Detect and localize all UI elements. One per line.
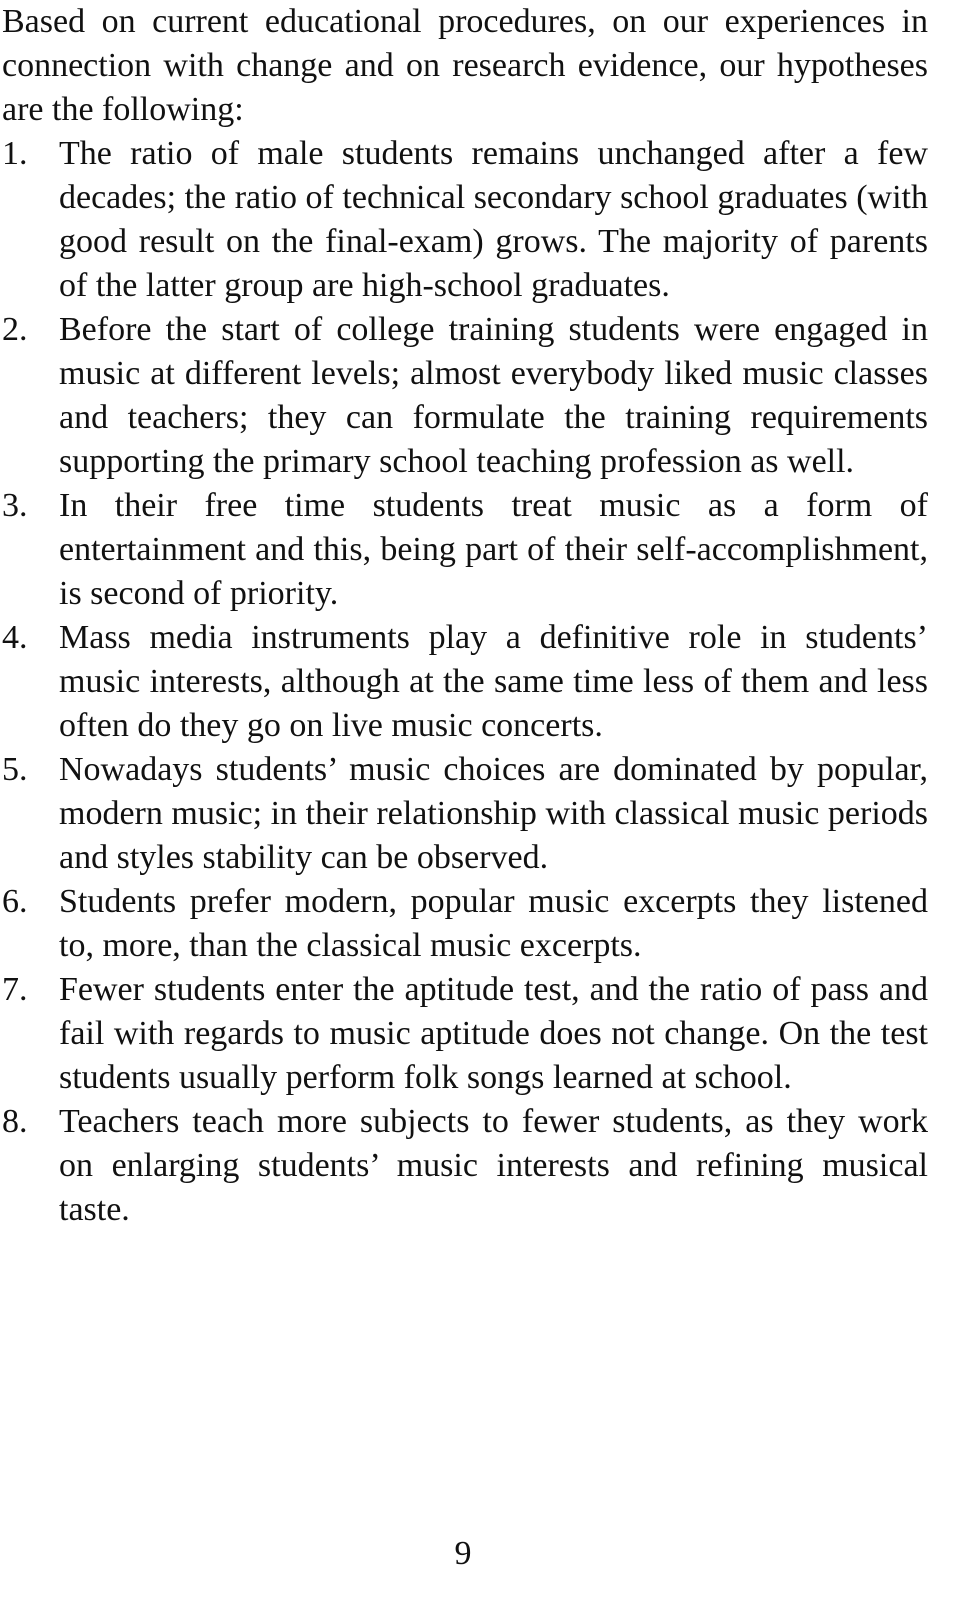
hypothesis-text: Students prefer modern, popular music excerpts they listened to, more, than the classical music excerpts.	[59, 883, 928, 964]
hypothesis-item-5	[2, 748, 928, 880]
page-body	[2, 0, 928, 1232]
hypothesis-item-6	[2, 880, 928, 968]
page-number: 9	[454, 1535, 472, 1572]
hypothesis-item-3	[2, 484, 928, 616]
hypotheses-list	[2, 132, 928, 1232]
intro-paragraph: Based on current educational procedures, on our experiences in connection with change and on research evidence, our hypotheses are the following:	[2, 3, 928, 128]
hypothesis-item-1	[2, 132, 928, 308]
hypothesis-number: 8.	[2, 1103, 28, 1140]
hypothesis-number: 2.	[2, 311, 28, 348]
hypothesis-number: 4.	[2, 619, 28, 656]
hypothesis-item-7	[2, 968, 928, 1100]
hypothesis-text: Mass media instruments play a definitive role in students’ music interests, although at the same time less of them and less often do they go on live music concerts.	[59, 619, 928, 744]
hypothesis-number: 1.	[2, 135, 28, 172]
hypothesis-number: 7.	[2, 971, 28, 1008]
hypothesis-number: 6.	[2, 883, 28, 920]
hypothesis-number: 5.	[2, 751, 28, 788]
hypothesis-number: 3.	[2, 487, 28, 524]
hypothesis-text: In their free time students treat music as a form of entertainment and this, being part of their self-accomplishment, is second of priority.	[59, 487, 928, 612]
hypothesis-text: Teachers teach more subjects to fewer students, as they work on enlarging students’ music interests and refining musical taste.	[59, 1103, 928, 1228]
hypothesis-text: The ratio of male students remains unchanged after a few decades; the ratio of technical secondary school graduates (with good result on the final-exam) grows. The majority of parents of the latter group are high-school graduates.	[59, 135, 928, 304]
hypothesis-item-4	[2, 616, 928, 748]
hypothesis-item-8	[2, 1100, 928, 1232]
hypothesis-text: Before the start of college training students were engaged in music at different levels; almost everybody liked music classes and teachers; they can formulate the training requirements supporting the primary school teaching profession as well.	[59, 311, 928, 480]
hypothesis-text: Nowadays students’ music choices are dominated by popular, modern music; in their relationship with classical music periods and styles stability can be observed.	[59, 751, 928, 876]
hypothesis-text: Fewer students enter the aptitude test, and the ratio of pass and fail with regards to music aptitude does not change. On the test students usually perform folk songs learned at school.	[59, 971, 928, 1096]
hypothesis-item-2	[2, 308, 928, 484]
